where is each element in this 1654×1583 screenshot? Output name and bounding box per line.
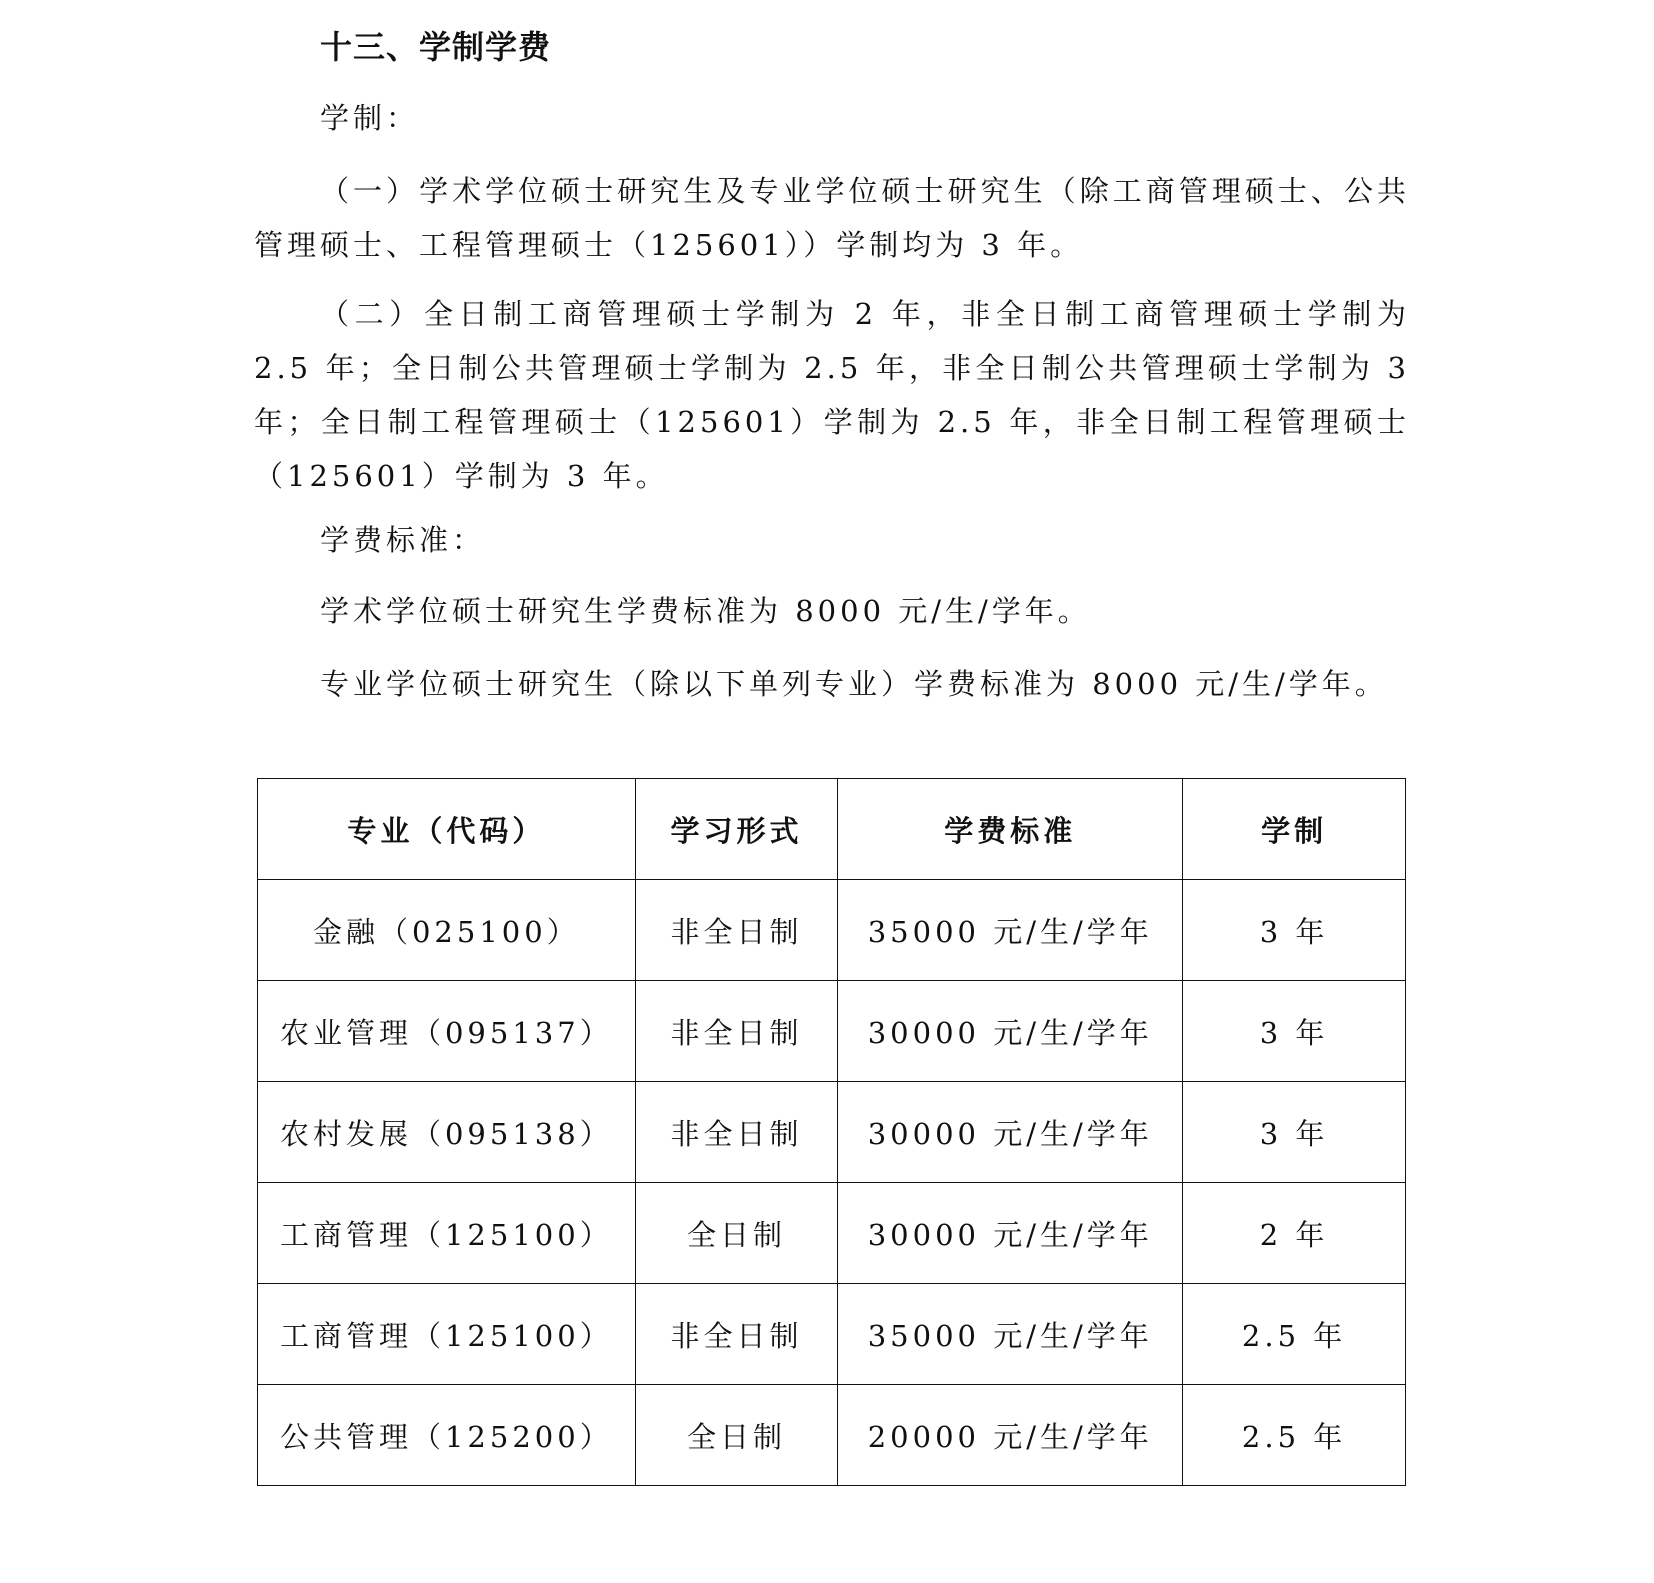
table-row: [258, 1183, 1406, 1284]
cell-fee: 35000 元/生/学年: [838, 1284, 1183, 1385]
professional-fee-text: 专业学位硕士研究生（除以下单列专业）学费标准为 8000 元/生/学年。: [320, 667, 1388, 701]
academic-fee-text: 学术学位硕士研究生学费标准为 8000 元/生/学年。: [320, 594, 1091, 628]
cell-major: 农村发展（095138）: [258, 1082, 636, 1183]
cell-duration: 3 年: [1183, 1082, 1406, 1183]
cell-major: 公共管理（125200）: [258, 1385, 636, 1486]
cell-fee: 20000 元/生/学年: [838, 1385, 1183, 1486]
table-row: [258, 981, 1406, 1082]
cell-duration: 3 年: [1183, 981, 1406, 1082]
cell-study-mode: 非全日制: [635, 1082, 838, 1183]
table-row: [258, 1284, 1406, 1385]
duration-item-1: （一）学术学位硕士研究生及专业学位硕士研究生（除工商管理硕士、公共管理硕士、工程管理硕士（125601））学制均为 3 年。: [254, 174, 1410, 262]
header-major: 专业（代码）: [258, 779, 636, 880]
cell-study-mode: 全日制: [635, 1385, 838, 1486]
cell-fee: 30000 元/生/学年: [838, 981, 1183, 1082]
cell-duration: 2 年: [1183, 1183, 1406, 1284]
table-header-row: [258, 779, 1406, 880]
header-study-mode: 学习形式: [635, 779, 838, 880]
table-row: [258, 1082, 1406, 1183]
cell-major: 工商管理（125100）: [258, 1284, 636, 1385]
cell-major: 农业管理（095137）: [258, 981, 636, 1082]
cell-fee: 30000 元/生/学年: [838, 1082, 1183, 1183]
table-row: [258, 1385, 1406, 1486]
cell-study-mode: 全日制: [635, 1183, 838, 1284]
cell-major: 工商管理（125100）: [258, 1183, 636, 1284]
duration-label: 学制：: [320, 101, 420, 135]
table-row: [258, 880, 1406, 981]
cell-study-mode: 非全日制: [635, 880, 838, 981]
section-heading: 十三、学制学费: [320, 28, 552, 66]
header-fee-standard: 学费标准: [838, 779, 1183, 880]
cell-fee: 35000 元/生/学年: [838, 880, 1183, 981]
cell-study-mode: 非全日制: [635, 981, 838, 1082]
duration-item-2: （二）全日制工商管理硕士学制为 2 年，非全日制工商管理硕士学制为 2.5 年；全日制公共管理硕士学制为 2.5 年，非全日制公共管理硕士学制为 3 年；全日制工程管理硕士（125601）学制为 2.5 年，非全日制工程管理硕士（125601）学制为 3 年。: [254, 297, 1410, 493]
cell-duration: 2.5 年: [1183, 1385, 1406, 1486]
cell-duration: 2.5 年: [1183, 1284, 1406, 1385]
header-duration: 学制: [1183, 779, 1406, 880]
fees-label: 学费标准：: [320, 523, 486, 557]
cell-major: 金融（025100）: [258, 880, 636, 981]
cell-duration: 3 年: [1183, 880, 1406, 981]
cell-fee: 30000 元/生/学年: [838, 1183, 1183, 1284]
fee-table: [257, 778, 1406, 1486]
cell-study-mode: 非全日制: [635, 1284, 838, 1385]
